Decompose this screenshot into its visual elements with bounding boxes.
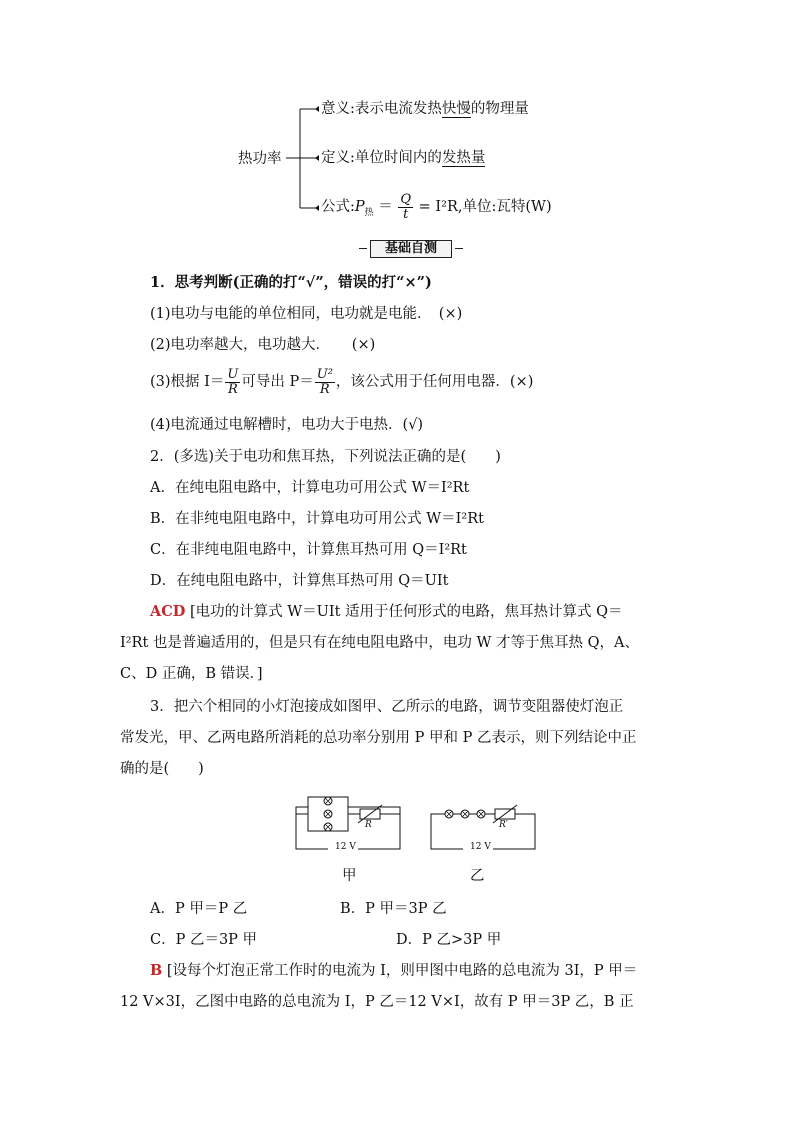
- q3-option-a: A．P 甲＝P 乙: [150, 901, 248, 917]
- q3-option-c: C．P 乙＝3P 甲: [150, 932, 258, 948]
- q3-explanation-line-2: 12 V×3I，乙图中电路的总电流为 I，P 乙＝12 V×I，故有 P 甲＝3P 乙，B 正: [120, 994, 634, 1010]
- concept-formula: 公式$:P_热$ ＝ $\frac{Q}{t}$ = I²R,单位:瓦特(W): [321, 191, 552, 222]
- q3-stem-line-1: 3．把六个相同的小灯泡接成如图甲、乙所示的电路，调节变阻器使灯泡正: [150, 699, 624, 715]
- concept-brace: [286, 100, 320, 218]
- formula-rhs: = I²R,单位:瓦特(W): [418, 199, 552, 215]
- fig-b-resistor-label: R′: [499, 820, 508, 830]
- q2-option-c: C．在非纯电阻电路中，计算焦耳热可用 Q＝I²Rt: [150, 542, 467, 558]
- q3-option-b: B．P 甲＝3P 乙: [340, 901, 447, 917]
- concept-root: 热功率: [238, 151, 282, 167]
- formula-label: 公式:: [321, 199, 355, 215]
- meaning-keyword: 快慢: [441, 101, 471, 117]
- formula-fraction: $\frac{Q}{t}$: [400, 191, 412, 222]
- q3-explanation-line-1: B [设每个灯泡正常工作时的电流为 I，则甲图中电路的总电流为 3I，P 甲＝: [150, 962, 638, 979]
- q2-explanation-line-3: C、D 正确，B 错误．]: [120, 666, 263, 682]
- q2-answer: ACD: [150, 603, 186, 620]
- q2-option-a: A．在纯电阻电路中，计算电功可用公式 W＝I²Rt: [150, 480, 470, 496]
- q2-title: 2．(多选)关于电功和焦耳热，下列说法正确的是( ): [150, 449, 501, 465]
- fig-b-voltage: 12 V: [470, 842, 491, 852]
- q1-title: 1．思考判断(正确的打“√”，错误的打“×”): [150, 274, 432, 291]
- formula-lhs: P: [354, 199, 365, 215]
- q2-option-b: B．在非纯电阻电路中，计算电功可用公式 W＝I²Rt: [150, 511, 484, 527]
- q2-explanation-line-1: ACD [电功的计算式 W＝UIt 适用于任何形式的电路，焦耳热计算式 Q＝: [150, 603, 623, 620]
- meaning-text-end: 的物理量: [470, 101, 529, 117]
- definition-label: 定义:: [321, 150, 355, 166]
- q2-option-d: D．在纯电阻电路中，计算焦耳热可用 Q＝UIt: [150, 573, 449, 589]
- meaning-label: 意义:: [321, 101, 355, 117]
- q1-item-3: (3)根据 I＝ $\frac{U}{R}$ 可导出 P＝ $\frac{\text{U²}}{R}$ ，该公式用于任何用电器．(×): [150, 366, 534, 397]
- fig-a-resistor-label: R: [365, 820, 372, 830]
- q1-fraction-1: $\frac{U}{R}$: [227, 366, 239, 397]
- q1-item-1: (1)电功与电能的单位相同，电功就是电能． (×): [150, 306, 463, 322]
- definition-keyword: 发热量: [441, 150, 486, 166]
- q1-item-2: (2)电功率越大，电功越大． (×): [150, 337, 376, 353]
- section-banner: 基础自测: [370, 240, 452, 258]
- q3-answer: B: [150, 962, 163, 979]
- q3-option-d: D．P 乙>3P 甲: [396, 932, 502, 948]
- meaning-text: 表示电流发热: [354, 101, 442, 117]
- fig-b-label: 乙: [470, 868, 485, 884]
- fig-a-voltage: 12 V: [335, 842, 356, 852]
- q3-stem-line-3: 确的是( ): [120, 761, 204, 777]
- definition-text: 单位时间内的: [354, 150, 442, 166]
- q1-item-4: (4)电流通过电解槽时，电功大于电热．(√): [150, 417, 424, 433]
- q3-stem-line-2: 常发光，甲、乙两电路所消耗的总功率分别用 P 甲和 P 乙表示，则下列结论中正: [120, 730, 637, 746]
- concept-definition: [321, 148, 485, 168]
- fig-a-label: 甲: [342, 868, 357, 884]
- formula-sub: 热: [364, 207, 374, 218]
- q2-explanation-line-2: I²Rt 也是普遍适用的，但是只有在纯电阻电路中，电功 W 才等于焦耳热 Q，A、: [120, 635, 639, 651]
- concept-meaning: [321, 99, 529, 119]
- q1-fraction-2: $\frac{\text{U²}}{R}$: [316, 366, 333, 397]
